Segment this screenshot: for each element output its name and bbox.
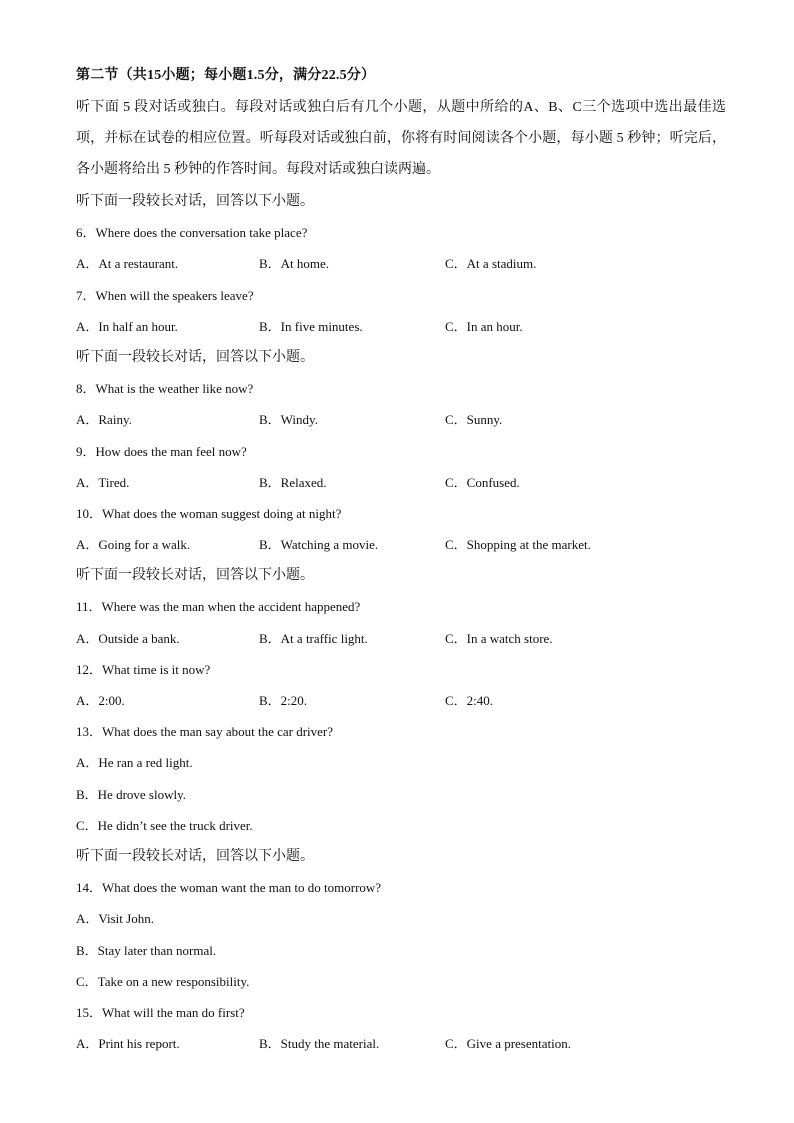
question-stem: 15．What will the man do first? [76, 1004, 245, 1020]
option-row [76, 248, 736, 279]
option-b[interactable]: B．At home. [259, 256, 330, 272]
option-a[interactable]: A．Print his report. [76, 1036, 180, 1052]
option-a[interactable]: A．Visit John. [76, 911, 154, 927]
section-lead-in: 听下面一段较长对话，回答以下小题。 [76, 349, 314, 365]
option-a[interactable]: A．Rainy. [76, 412, 132, 428]
option-c[interactable]: C．He didn’t see the truck driver. [76, 817, 253, 833]
option-a[interactable]: A．2:00. [76, 693, 125, 708]
option-b[interactable]: B．Stay later than normal. [76, 942, 217, 958]
question-stem: 7．When will the speakers leave? [76, 287, 254, 303]
question-stem: 11．Where was the man when the accident happened? [76, 599, 361, 615]
option-row [76, 623, 736, 654]
option-b[interactable]: B．Relaxed. [259, 474, 327, 490]
option-c[interactable]: C．Confused. [445, 474, 520, 490]
option-c[interactable]: C．In a watch store. [445, 630, 553, 646]
section-lead-in: 听下面一段较长对话，回答以下小题。 [76, 194, 314, 209]
option-a[interactable]: A．Outside a bank. [76, 630, 180, 646]
option-b[interactable]: B．Study the material. [259, 1036, 380, 1052]
section-lead-in: 听下面一段较长对话，回答以下小题。 [76, 848, 314, 864]
option-row [76, 404, 736, 435]
option-a[interactable]: A．Tired. [76, 474, 130, 490]
option-c[interactable]: C．2:40. [445, 693, 494, 708]
option-c[interactable]: C．Shopping at the market. [445, 537, 591, 553]
option-row [76, 311, 736, 342]
option-b[interactable]: B．2:20. [259, 693, 308, 708]
option-b[interactable]: B．He drove slowly. [76, 786, 187, 802]
option-row [76, 1028, 736, 1059]
option-a[interactable]: A．At a restaurant. [76, 256, 179, 272]
section-lead-in: 听下面一段较长对话，回答以下小题。 [76, 568, 314, 584]
option-c[interactable]: C．Give a presentation. [445, 1036, 571, 1052]
option-c[interactable]: C．In an hour. [445, 318, 523, 334]
option-b[interactable]: B．At a traffic light. [259, 630, 368, 646]
option-c[interactable]: C．Take on a new responsibility. [76, 973, 250, 989]
question-stem: 12．What time is it now? [76, 661, 211, 677]
option-c[interactable]: C．At a stadium. [445, 256, 537, 272]
option-b[interactable]: B．Watching a movie. [259, 537, 379, 553]
option-b[interactable]: B．In five minutes. [259, 318, 363, 334]
option-c[interactable]: C．Sunny. [445, 412, 503, 428]
question-stem: 9．How does the man feel now? [76, 443, 247, 459]
section-title: 第二节（共15小题；每小题1.5分，满分22.5分） [76, 68, 376, 83]
option-b[interactable]: B．Windy. [259, 412, 318, 428]
option-a[interactable]: A．In half an hour. [76, 318, 178, 334]
question-stem: 10．What does the woman suggest doing at night? [76, 505, 342, 521]
question-list [76, 186, 736, 1059]
option-a[interactable]: A．Going for a walk. [76, 537, 191, 553]
question-stem: 14．What does the woman want the man to do tomorrow? [76, 880, 382, 896]
question-stem: 13．What does the man say about the car driver? [76, 724, 334, 740]
question-stem: 8．What is the weather like now? [76, 381, 254, 397]
option-a[interactable]: A．He ran a red light. [76, 755, 193, 771]
option-row [76, 685, 736, 716]
option-row [76, 529, 736, 560]
option-row [76, 467, 736, 498]
section-instructions: 听下面 5 段对话或独白。每段对话或独白后有几个小题，从题中所给的A、B、C三个选项中选出最佳选项，并标在试卷的相应位置。听每段对话或独白前，你将有时间阅读各个小题，每小题 5 秒钟；听完后，各小题将给出 5 秒钟的作答时间。每段对话或独白读两遍。 [76, 100, 726, 177]
question-stem: 6．Where does the conversation take place? [76, 225, 308, 241]
